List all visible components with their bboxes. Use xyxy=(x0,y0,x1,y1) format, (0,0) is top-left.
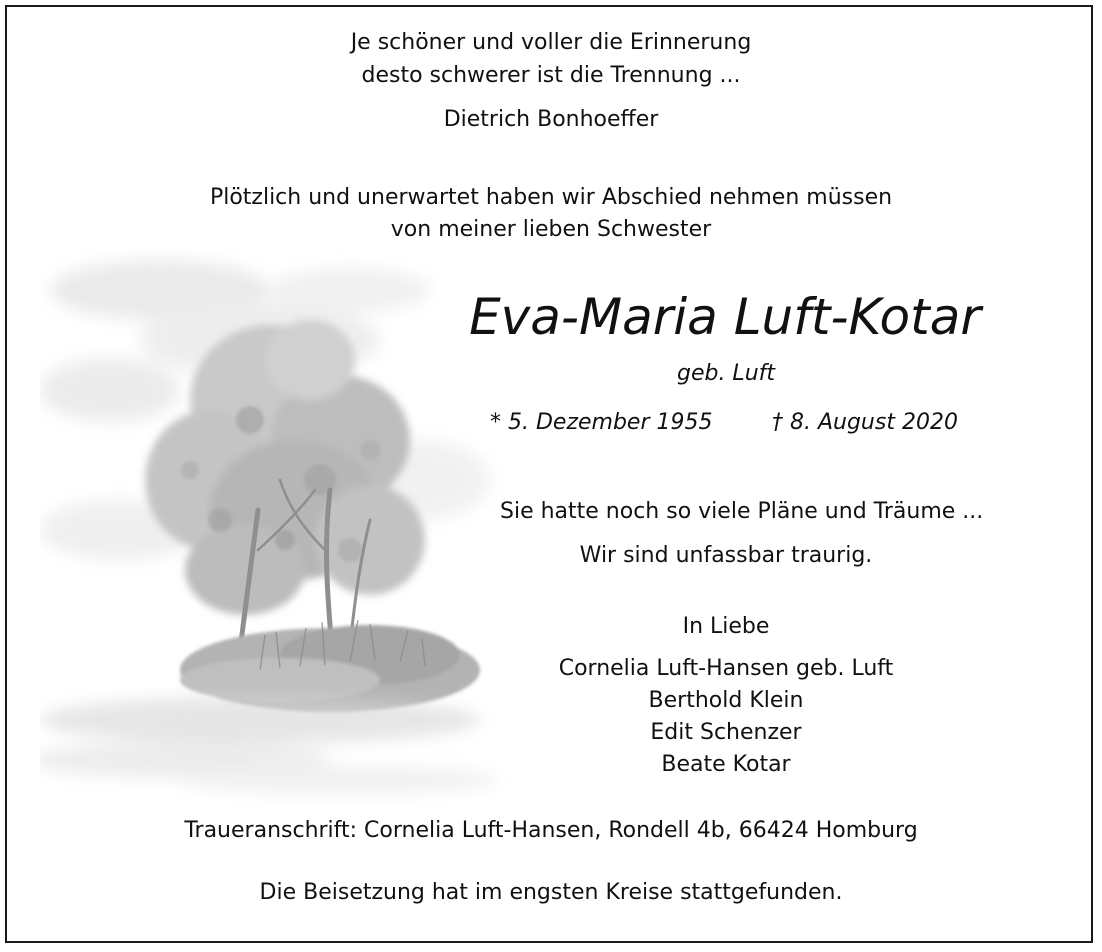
birth-name: geb. Luft xyxy=(676,361,776,386)
funeral-note: Die Beisetzung hat im engsten Kreise stattgefunden. xyxy=(259,880,843,905)
life-dates xyxy=(470,410,970,438)
quote-line-2: desto schwerer ist die Trennung ... xyxy=(361,63,741,88)
mourning-address: Traueranschrift: Cornelia Luft-Hansen, Rondell 4b, 66424 Homburg xyxy=(184,818,918,843)
mourners-heading: In Liebe xyxy=(682,614,770,639)
intro-line-2: von meiner lieben Schwester xyxy=(390,217,712,242)
death-date: † 8. August 2020 xyxy=(772,410,958,435)
message-line-2: Wir sind unfassbar traurig. xyxy=(579,543,873,568)
mourner-name: Edit Schenzer xyxy=(650,720,802,745)
message-line-1: Sie hatte noch so viele Pläne und Träume ... xyxy=(500,499,984,524)
mourner-name: Beate Kotar xyxy=(661,752,791,777)
deceased-name: Eva-Maria Luft-Kotar xyxy=(469,288,981,346)
mourner-name: Berthold Klein xyxy=(648,688,804,713)
quote-author: Dietrich Bonhoeffer xyxy=(443,107,659,132)
quote-line-1: Je schöner und voller die Erinnerung xyxy=(350,30,752,55)
mourner-name: Cornelia Luft-Hansen geb. Luft xyxy=(558,656,894,681)
intro-line-1: Plötzlich und unerwartet haben wir Abschied nehmen müssen xyxy=(209,185,893,210)
birth-date: * 5. Dezember 1955 xyxy=(490,410,713,435)
